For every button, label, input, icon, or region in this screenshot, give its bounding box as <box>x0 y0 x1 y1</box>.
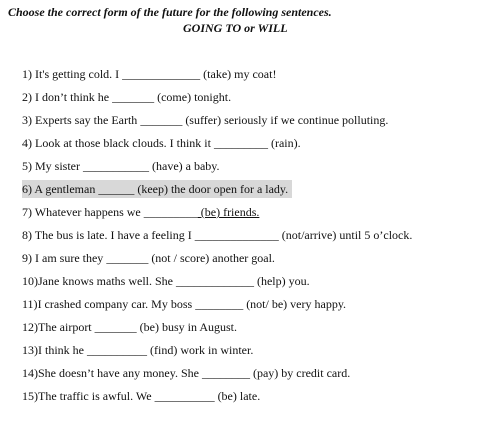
exercise-item-15 <box>22 385 492 408</box>
answer-blank: _______ <box>106 251 149 265</box>
sentence-end: (suffer) seriously if we continue polluting. <box>182 113 389 127</box>
item-number: 13) <box>22 343 38 357</box>
answer-blank: _____________ <box>122 67 201 81</box>
sentence-start: Look at those black clouds. I think it <box>35 136 214 150</box>
sentence-end: (be) busy in August. <box>136 320 237 334</box>
exercise-item-2 <box>22 86 492 109</box>
answer-blank: __________ <box>87 343 147 357</box>
sentence-start: I think he <box>38 343 87 357</box>
answer-blank: _______ <box>112 90 155 104</box>
sentence-end: (be) late. <box>214 389 261 403</box>
sentence-start: The bus is late. I have a feeling I <box>34 228 195 242</box>
sentence-start: Whatever happens we <box>34 205 144 219</box>
item-number: 7) <box>22 205 32 219</box>
answer-blank: ______ <box>98 182 135 196</box>
exercise-item-13 <box>22 339 492 362</box>
instructions-line: Choose the correct form of the future for the following sentences. <box>8 5 332 19</box>
sentence-end: (not / score) another goal. <box>148 251 275 265</box>
sentence-start: The airport <box>38 320 95 334</box>
answer-blank: ________ <box>195 297 244 311</box>
item-number: 3) <box>22 113 32 127</box>
exercise-item-7 <box>22 201 492 224</box>
sentence-end: (not/arrive) until 5 o’clock. <box>278 228 413 242</box>
sentence-end: (not/ be) very happy. <box>243 297 347 311</box>
item-number: 8) <box>22 228 32 242</box>
exercise-item-5 <box>22 155 492 178</box>
sentence-start: The traffic is awful. We <box>38 389 155 403</box>
sentence-end: (have) a baby. <box>149 159 220 173</box>
sentence-start: I crashed company car. My boss <box>37 297 196 311</box>
sentence-start: It's getting cold. I <box>35 67 123 81</box>
item-number: 11) <box>22 297 38 311</box>
sentence-start: I am sure they <box>35 251 107 265</box>
answer-blank: _________ <box>213 136 268 150</box>
exercise-item-3 <box>22 109 492 132</box>
exercise-item-11 <box>22 293 492 316</box>
item-number: 12) <box>22 320 38 334</box>
sentence-end: (keep) the door open for a lady. <box>134 182 289 196</box>
exercise-item-12 <box>22 316 492 339</box>
sentence-start: She doesn’t have any money. She <box>38 366 202 380</box>
exercise-item-14 <box>22 362 492 385</box>
answer-blank: ________ <box>201 366 250 380</box>
answer-blank: ___________ <box>83 159 149 173</box>
exercise-item-10 <box>22 270 492 293</box>
sentence-start: My sister <box>35 159 83 173</box>
subtitle-going-to-or-will: GOING TO or WILL <box>183 21 288 35</box>
sentence-start: A gentleman <box>34 182 99 196</box>
sentence-end: (find) work in winter. <box>147 343 254 357</box>
sentence-end: (take) my coat! <box>200 67 277 81</box>
exercise-item-6 <box>22 178 492 201</box>
answer-blank: _______ <box>94 320 137 334</box>
exercise-item-9 <box>22 247 492 270</box>
exercise-item-8 <box>22 224 492 247</box>
item-number: 6) <box>22 182 32 196</box>
item-number: 14) <box>22 366 38 380</box>
item-number: 1) <box>22 67 32 81</box>
exercise-item-1 <box>22 63 492 86</box>
answer-blank: _____________ <box>175 274 254 288</box>
exercise-item-4 <box>22 132 492 155</box>
sentence-end: (come) tonight. <box>154 90 232 104</box>
item-number: 2) <box>22 90 32 104</box>
item-number: 5) <box>22 159 32 173</box>
answer-blank: ______________ <box>194 228 279 242</box>
sentence-end: (pay) by credit card. <box>249 366 351 380</box>
sentence-start: I don’t think he <box>35 90 113 104</box>
answer-blank: __________ <box>154 389 215 403</box>
sentence-start: Experts say the Earth <box>35 113 141 127</box>
sentence-end: (be) friends. <box>197 205 260 219</box>
answer-blank: _______ <box>140 113 183 127</box>
worksheet-title <box>8 4 488 36</box>
answer-blank: _________ <box>143 205 198 219</box>
item-number: 4) <box>22 136 32 150</box>
sentence-start: Jane knows maths well. She <box>38 274 176 288</box>
item-number: 9) <box>22 251 32 265</box>
sentence-end: (help) you. <box>253 274 310 288</box>
sentence-end: (rain). <box>267 136 301 150</box>
exercise-list <box>22 63 492 408</box>
item-number: 15) <box>22 389 38 403</box>
item-number: 10) <box>22 274 38 288</box>
highlighted-sentence <box>22 180 292 198</box>
